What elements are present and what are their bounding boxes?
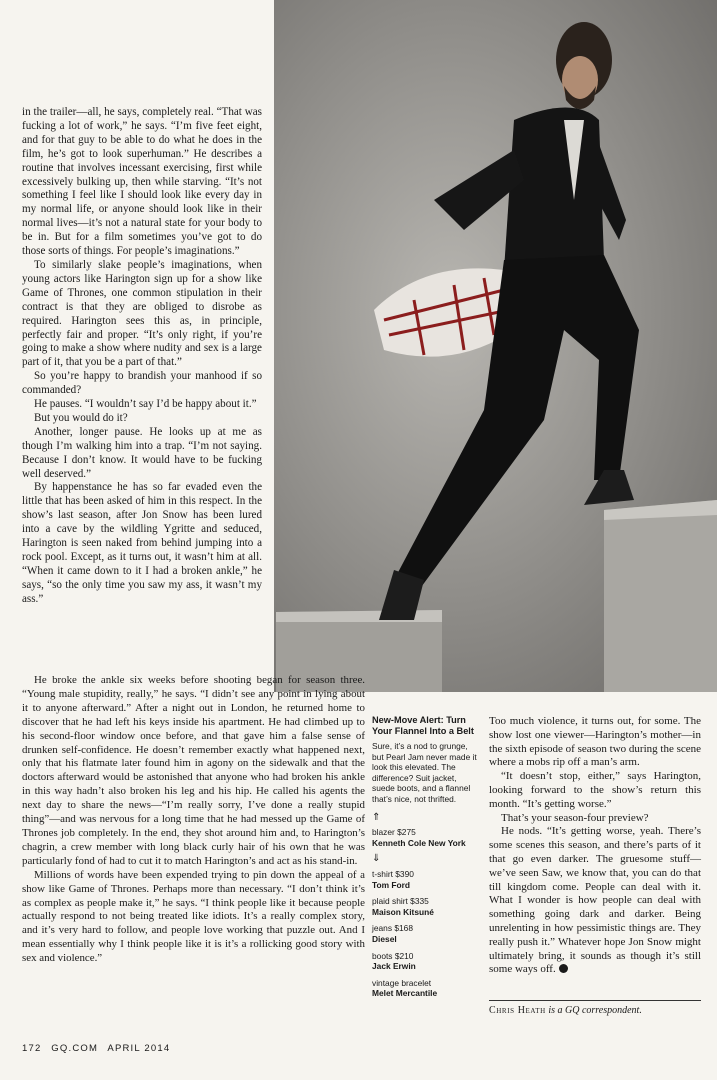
article-column-upper xyxy=(22,106,262,607)
paragraph: He broke the ankle six weeks before shooting began for season three. “Young male stupidity, really,” he says. “I didn’t see any point in lying about it to anyone afterward.” After a night out in London, he returned home to discover that he had left his keys inside his apartment. He had climbed up to his second-floor window once before, and that gave him a false sense of drunken self-confidence. He doesn’t remember exactly what happened next, only that his flatmate later found him in agony on the sidewalk and that the doctors afterward would be astonished that anyone who had broken his ankle in this way hadn’t also broken his leg and his hip. He called his agents the next day to share the news—“I’m really sorry, I’ve done a really stupid thing”—and was nervous for a long time that he had messed up the Game of Thrones job completely. In the end, they shot around him and, to Harington’s chagrin, a crew member with long black curly hair of his own that he was particularly fond of had to cut it to match Harington’s and act as his stand-in. xyxy=(22,674,365,867)
credit-item: boots $210 Jack Erwin xyxy=(372,950,416,972)
author-name: Chris Heath xyxy=(489,1005,546,1016)
site-name: GQ.COM xyxy=(51,1043,99,1054)
paragraph: To similarly slake people’s imaginations, when young actors like Harington sign up for a show like Game of Thrones, one common stipulation in their contract is that they are obliged to disrobe as required. Harington sees this as, in principle, perfectly fair and proper. “It’s only right, if you’re going to make a show where nudity and sex is a large part of it, that you be a part of that.” xyxy=(22,258,262,369)
credit-item: t-shirt $390 Tom Ford xyxy=(372,868,414,890)
credit-item: plaid shirt $335 Maison Kitsuné xyxy=(372,896,434,917)
paragraph: in the trailer—all, he says, completely real. “That was fucking a lot of work,” he says. “I’m five feet eight, and for that guy to be able to do what he does in the film, he’s got to look superhuman.” He describes a routine that involves incessant exercising, first while excessively bulking up, then while starving. “It’s not something I feel like I should look like every day in my normal life, or anyone should look like in their normal lives—it’s not a natural state for your body to be in. But for a film sometimes you’ve got to do those sorts of things. For people’s imaginations.” xyxy=(22,106,262,258)
credit-item: blazer $275 Kenneth Cole New York xyxy=(372,827,466,848)
author-bio xyxy=(489,1005,701,1016)
divider xyxy=(489,1000,701,1001)
end-mark-icon xyxy=(559,964,568,973)
paragraph: By happenstance he has so far evaded even the little that has been asked of him in this respect. In the show’s last season, after Jon Snow has been lured into a cave by the wildling Ygritte and seduced, Harington is seen naked from behind jumping into a rock pool. Except, as it turns out, it wasn’t him at all. “When it came down to it I had a broken ankle,” he says, “so the only time you saw my ass, it wasn’t my ass.” xyxy=(22,481,262,605)
paragraph: Millions of words have been expended trying to pin down the appeal of a show like Game of Thrones. Perhaps more than necessary. “I don’t think it’s as complex as people make it,” he says. “I think people like it because people actually respond to not being treated like idiots. It’s a really complex story, and it’s very hard to follow, and people love working that puzzle out. And I mean essentially why I think people like it is it’s a rollicking good story with sex and violence.” xyxy=(22,868,365,965)
paragraph: Another, longer pause. He looks up at me as though I’m walking him into a trap. “I’m not saying. Because I don’t know. It would have to be fucking well deserved.” xyxy=(22,425,262,480)
style-sidebar xyxy=(372,715,477,1005)
sidebar-body: Sure, it’s a nod to grunge, but Pearl Jam never made it look this elevated. The difference? Suit jacket, suede boots, and a flannel that’s nice, not thrifted. xyxy=(372,741,477,804)
arrow-up-icon: ⇑ xyxy=(372,811,381,823)
author-bio-text: is a GQ correspondent. xyxy=(548,1005,642,1016)
paragraph: That’s your season-four preview? xyxy=(501,811,649,824)
paragraph: He nods. “It’s getting worse, yeah. There’s some scenes this season, and there’s parts of it that go even darker. The gruesome stuff—we’ve seen Saw, we know that, you can do that till kingdom come. People can deal with it. What I wonder is how people can deal with something going dark and darker. Being unrelenting in how pessimistic things are. They really push it.” Whatever hope Jon Snow might ultimately bring, it sounds as though it’s still some ways off. xyxy=(489,825,701,976)
credit-item: vintage bracelet Melet Mercantile xyxy=(372,977,438,999)
paragraph: He pauses. “I wouldn’t say I’d be happy about it.” xyxy=(34,398,257,411)
paragraph: So you’re happy to brandish your manhood if so commanded? xyxy=(22,370,262,397)
paragraph: “It doesn’t stop, either,” says Harington, looking forward to the show’s return this month. “It’s getting worse.” xyxy=(489,770,701,810)
issue-date: APRIL 2014 xyxy=(107,1043,171,1054)
paragraph: Too much violence, it turns out, for some. The show lost one viewer—Harington’s mother—in the sixth episode of season two during the scene where a mobs rip off a man’s arm. xyxy=(489,715,702,769)
portrait-photo xyxy=(274,0,717,692)
arrow-down-icon: ⇓ xyxy=(372,853,381,865)
portrait-photo-icon xyxy=(274,0,717,692)
article-column-wide xyxy=(22,674,365,966)
article-column-right xyxy=(489,715,701,977)
page-number: 172 xyxy=(22,1043,42,1054)
credit-item: jeans $168 Diesel xyxy=(372,923,413,944)
page-footer xyxy=(22,1043,170,1054)
paragraph: But you would do it? xyxy=(34,411,128,424)
sidebar-title: New-Move Alert: Turn Your Flannel Into a Belt xyxy=(372,715,474,736)
